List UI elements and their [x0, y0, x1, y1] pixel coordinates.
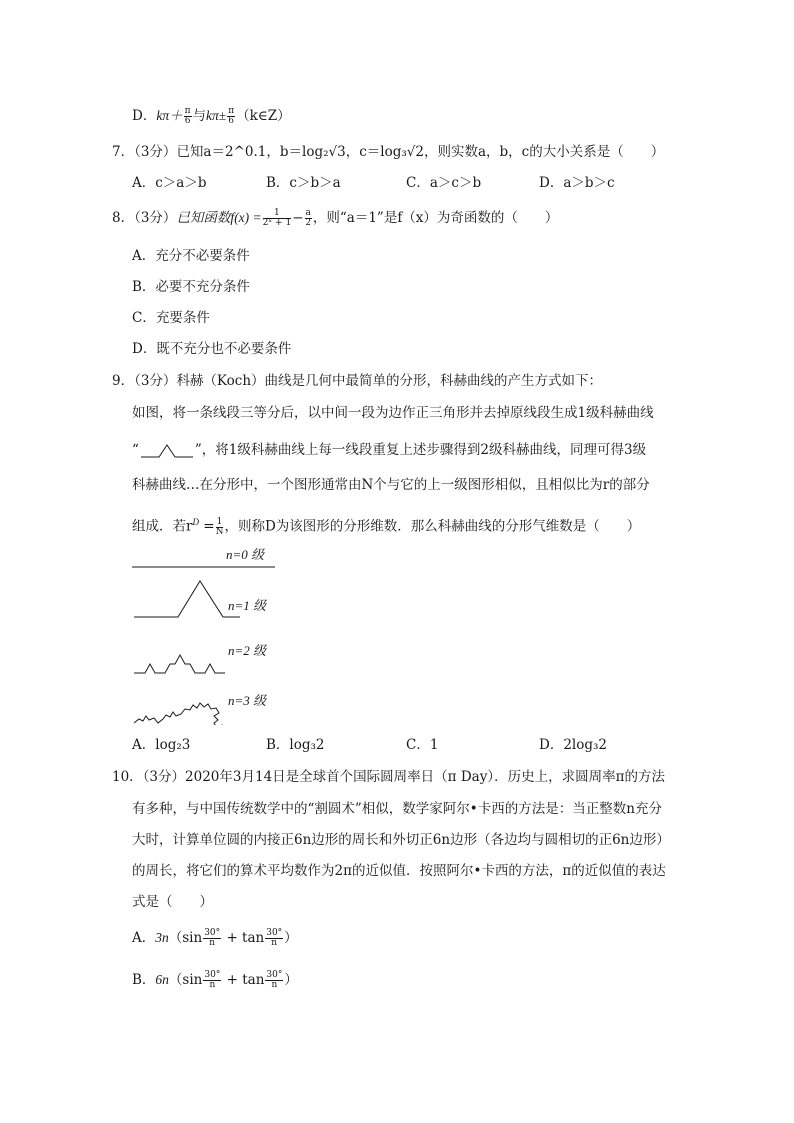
q10-option-a: A．3n（sin $\frac{30^\circ}{n}$ + tan $\frac{30^\circ}{n}$ ）: [132, 928, 298, 948]
frac-30-over-n-4: $\frac{30^\circ}{n}$: [266, 970, 283, 990]
question-number: 7．: [112, 144, 135, 160]
frac-pi-6-b: $\frac{\pi}{6}$: [228, 106, 235, 126]
question-score: （3分）: [134, 144, 177, 160]
q9-line-1: [112, 371, 602, 391]
q9-line-3: “ ”，将1级科赫曲线上每一线段重复上述步骤得到2级科赫曲线，同理可得3级: [132, 442, 647, 458]
option-letter: D．: [132, 108, 157, 124]
k-domain: （k∈Z）: [236, 108, 291, 124]
q7-option-a: A．c＞a＞b: [132, 175, 207, 191]
expr-a: kπ＋: [156, 108, 183, 123]
frac-1-over-2x: $\frac{1}{\text{2ˣ + 1}}$: [262, 208, 292, 228]
koch-level-3-label: n=3 级: [228, 693, 267, 708]
q8-stem: [112, 208, 558, 228]
frac-a-over-2: $\frac{a}{2}$: [305, 208, 312, 228]
expr-b: kπ±: [206, 108, 227, 123]
question-text: 2020年3月14日是全球首个国际圆周率日（π Day）．历史上，求圆周率π的方法: [185, 769, 665, 785]
q9-option-c: C．1: [406, 737, 439, 753]
q10-line-5: 式是（ ）: [132, 894, 213, 910]
q9-option-b: B．log₃2: [266, 737, 325, 753]
question-text: 科赫（Koch）曲线是几何中最简单的分形，科赫曲线的产生方式如下：: [176, 373, 603, 389]
q9-option-d: D．2log₃2: [539, 737, 608, 753]
q9-line-5: 组成．若$r^D$ = $\frac{1}{N}$ ，则称D为该图形的分形维数．那么科赫曲线的分形气维数是（ ）: [132, 516, 641, 537]
function-def: 已知函数f(x) =: [176, 210, 262, 225]
q10-line-1: [112, 767, 665, 787]
minus-sign: −: [292, 210, 304, 226]
koch-level-2-label: n=2 级: [228, 643, 267, 658]
question-score: （3分）: [134, 373, 177, 389]
question-number: 9．: [112, 373, 135, 389]
q8-option-d: D．既不充分也不必要条件: [132, 341, 292, 357]
q10-option-b: B．6n（sin $\frac{30^\circ}{n}$ + tan $\frac{30^\circ}{n}$ ）: [132, 970, 298, 990]
q8-option-c: C．充要条件: [132, 310, 210, 326]
question-text: 已知a＝2^0.1，b＝log₂√3，c＝log₃√2，则实数a，b，c的大小关系是（ ）: [176, 144, 665, 160]
frac-30-over-n-3: $\frac{30^\circ}{n}$: [204, 970, 221, 990]
frac-30-over-n: $\frac{30^\circ}{n}$: [204, 928, 221, 948]
q8-option-a: A．充分不必要条件: [132, 248, 250, 264]
question-score: （3分）: [142, 769, 186, 785]
q9-line-2: 如图，将一条线段三等分后，以中间一段为边作正三角形并去掉原线段生成1级科赫曲线: [132, 405, 654, 421]
frac-30-over-n-2: $\frac{30^\circ}{n}$: [266, 928, 283, 948]
connector: 与: [192, 108, 207, 124]
q10-line-4: 的周长，将它们的算术平均数作为2π的近似值．按照阿尔•卡西的方法，π的近似值的表达: [132, 863, 666, 879]
question-number: 10．: [112, 769, 143, 785]
q9-option-a: A．log₂3: [132, 737, 191, 753]
question-number: 8．: [112, 210, 135, 226]
question-text: ，则“a＝1”是f（x）为奇函数的（ ）: [312, 210, 559, 226]
q10-line-2: 有多种，与中国传统数学中的“割圆术”相似，数学家阿尔•卡西的方法是：当正整数n充分: [132, 801, 662, 817]
koch-level-1-inline-icon: [139, 443, 195, 459]
q6-option-d: [132, 106, 291, 126]
q7-stem: [112, 142, 664, 162]
q7-option-d: D．a＞b＞c: [539, 175, 615, 191]
q10-line-3: 大时，计算单位圆的内接正6n边形的周长和外切正6n边形（各边均与圆相切的正6n边形）: [132, 832, 670, 848]
q7-option-c: C．a＞c＞b: [406, 175, 482, 191]
q8-option-b: B．必要不充分条件: [132, 279, 250, 295]
q7-option-b: B．c＞b＞a: [266, 175, 341, 191]
question-score: （3分）: [134, 210, 177, 226]
frac-1-over-n: $\frac{1}{N}$: [215, 516, 224, 537]
q9-line-4: 科赫曲线…在分形中，一个图形通常由N个与它的上一级图形相似，且相似比为r的部分: [132, 477, 650, 493]
frac-pi-6: $\frac{\pi}{6}$: [184, 106, 191, 126]
koch-level-0-label: n=0 级: [226, 547, 265, 562]
koch-level-1-label: n=1 级: [228, 598, 267, 613]
